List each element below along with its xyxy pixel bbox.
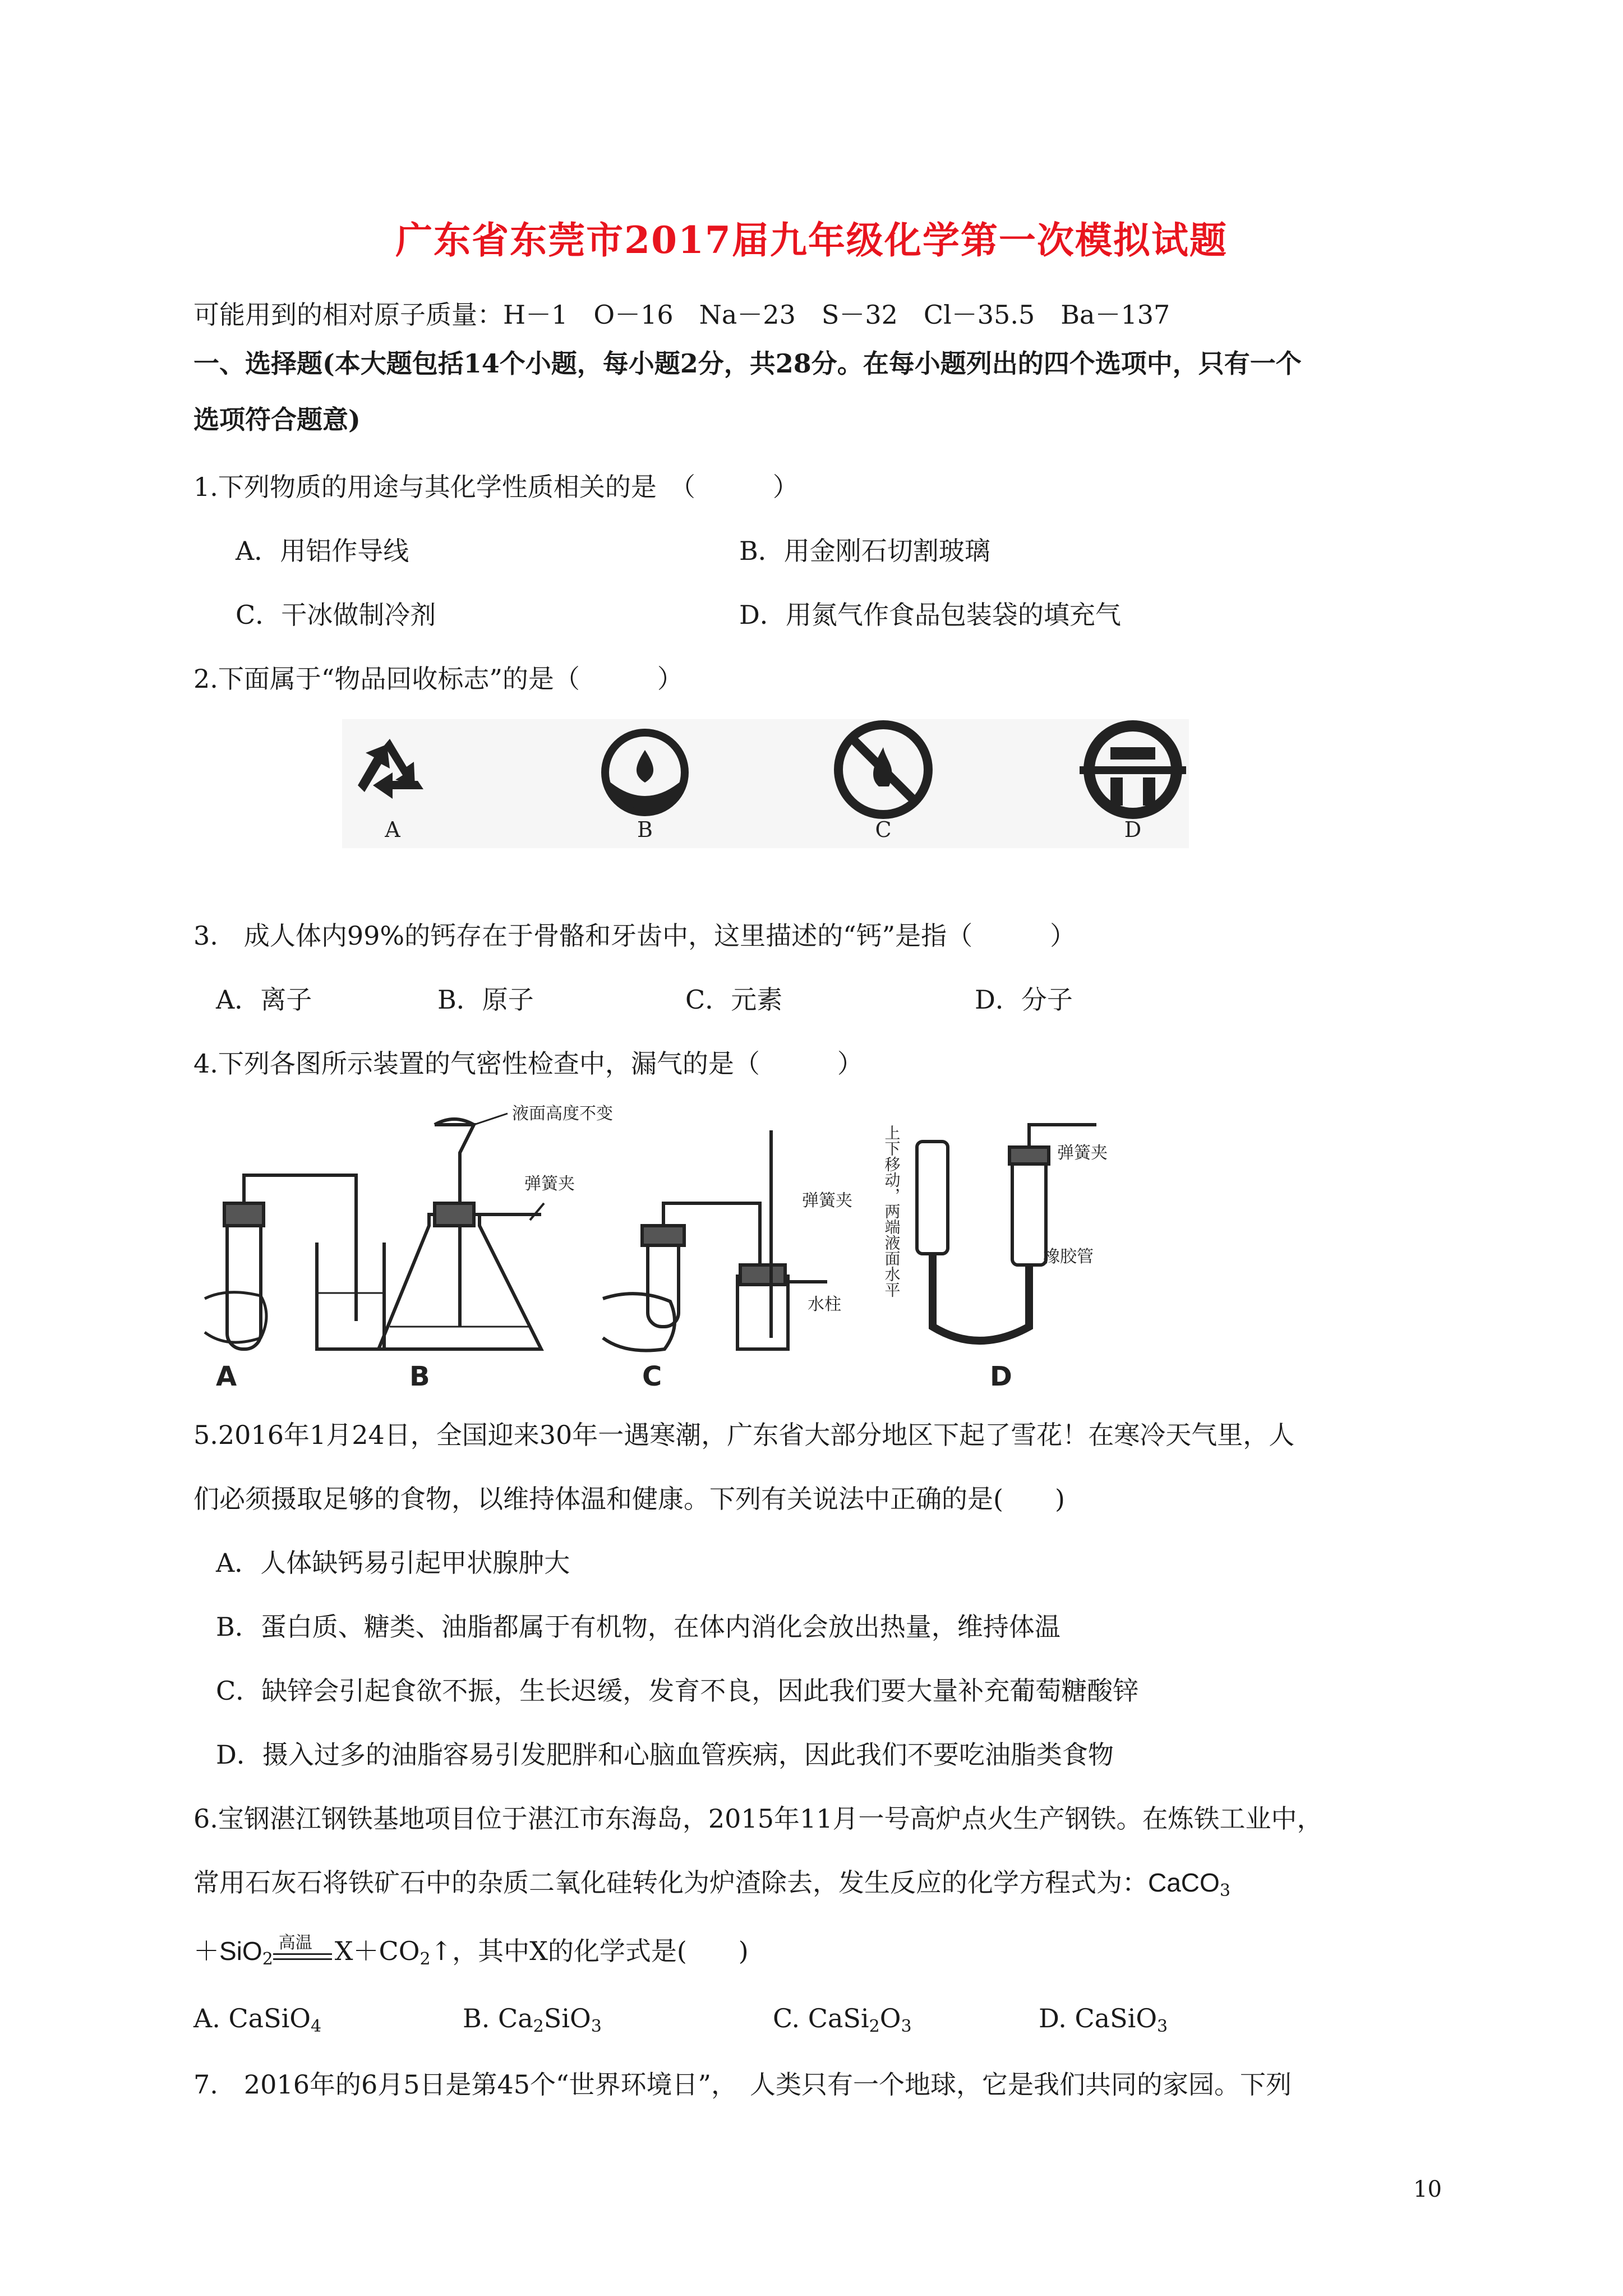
q7-stem: 7. 2016年的6月5日是第45个“世界环境日”， 人类只有一个地球，它是我们共同的家园。下列 [193, 2069, 1292, 2100]
q6-stem-line1: 6.宝钢湛江钢铁基地项目位于湛江市东海岛，2015年11月一号高炉点火生产钢铁。在炼铁工业中， [193, 1803, 1323, 1834]
atomic-masses: 可能用到的相对原子质量：H－1 O－16 Na－23 S－32 Cl－35.5 Ba－137 [193, 300, 1170, 330]
q4-figure [193, 1102, 1315, 1397]
q2-label-b: B [637, 817, 653, 842]
q4-note-d-clip: 弹簧夹 [1057, 1143, 1108, 1163]
q3-option-d: D．分子 [975, 984, 1073, 1015]
q6-option-c-text2: O [879, 2003, 901, 2033]
q2-label-c: C [875, 817, 892, 842]
q6-stem-line2-text: 常用石灰石将铁矿石中的杂质二氧化硅转化为炉渣除去，发生反应的化学方程式为： [193, 1867, 1148, 1898]
apparatus-a [205, 1175, 384, 1349]
q6-formula-caco-sub: 3 [1219, 1881, 1230, 1901]
q6-option-c [773, 2001, 912, 2044]
q3-option-c: C．元素 [685, 984, 783, 1015]
q2-label-d: D [1124, 817, 1142, 842]
section1-heading-line2: 选项符合题意) [193, 404, 361, 435]
q6-formula-caco: CaCO [1148, 1868, 1220, 1897]
q6-option-b-sub1: 2 [533, 2017, 544, 2036]
q5-stem-line1: 5.2016年1月24日，全国迎来30年一遇寒潮，广东省大部分地区下起了雪花！在寒冷天气里，人 [193, 1420, 1295, 1450]
q6-option-d [1039, 2001, 1168, 2044]
q6-equation [193, 1934, 749, 1976]
q6-option-a [193, 2001, 321, 2044]
q1-stem: 1.下列物质的用途与其化学性质相关的是 （ ） [193, 472, 799, 502]
page-title: 广东省东莞市2017届九年级化学第一次模拟试题 [395, 218, 1228, 262]
q6-option-c-sub2: 3 [901, 2017, 912, 2036]
q3-option-a: A．离子 [216, 984, 312, 1015]
q4-label-a: A [216, 1361, 237, 1392]
water-drop-icon [601, 729, 689, 816]
apparatus-c [603, 1130, 827, 1351]
q5-option-b: B．蛋白质、糖类、油脂都属于有机物，在体内消化会放出热量，维持体温 [216, 1612, 1061, 1642]
q4-note-c-water: 水柱 [808, 1295, 841, 1314]
q5-stem-line2: 们必须摄取足够的食物，以维持体温和健康。下列有关说法中正确的是( ) [193, 1484, 1065, 1514]
q4-note-c-clip: 弹簧夹 [802, 1191, 852, 1211]
q6-option-d-text: D. CaSiO [1039, 2003, 1158, 2033]
q6-eq-sio: ＋SiO [193, 1936, 262, 1966]
q4-note-b-clip: 弹簧夹 [524, 1174, 575, 1194]
q1-option-a: A．用铝作导线 [236, 536, 409, 566]
section1-heading-line1: 一、选择题(本大题包括14个小题，每小题2分，共28分。在每小题列出的四个选项中，只有一个 [193, 348, 1302, 379]
q2-label-a: A [385, 817, 400, 842]
q6-eq-up-arrow: ↑ [430, 1936, 453, 1966]
q2-stem: 2.下面属于“物品回收标志”的是（ ） [193, 664, 683, 694]
apparatus-b [379, 1119, 541, 1349]
q6-option-c-text1: C. CaSi [773, 2003, 869, 2033]
q3-stem: 3. 成人体内99%的钙存在于骨骼和牙齿中，这里描述的“钙”是指（ ） [193, 921, 1076, 951]
q5-option-d: D．摄入过多的油脂容易引发肥胖和心脑血管疾病，因此我们不要吃油脂类食物 [216, 1740, 1114, 1770]
q2-figure [342, 719, 1189, 848]
q6-option-b-text2: SiO [543, 2003, 591, 2033]
q4-note-d-move: 上下移动，两端液面水平 [882, 1125, 901, 1297]
q6-option-c-sub1: 2 [869, 2017, 880, 2036]
page-number: 10 [1413, 2177, 1442, 2202]
q1-option-d: D．用氮气作食品包装袋的填充气 [739, 600, 1121, 630]
q6-option-d-sub: 3 [1157, 2017, 1168, 2036]
q5-option-c: C．缺锌会引起食欲不振，生长迟缓，发育不良，因此我们要大量补充葡萄糖酸锌 [216, 1676, 1139, 1706]
q6-option-b [463, 2001, 602, 2044]
q3-option-b: B．原子 [437, 984, 534, 1015]
q4-label-b: B [409, 1361, 430, 1392]
q6-stem-line2 [193, 1866, 1230, 1908]
q6-eq-arrow [273, 1933, 335, 1970]
q6-option-a-sub: 4 [311, 2017, 322, 2036]
q6-eq-tail: ，其中X的化学式是( ) [452, 1936, 749, 1966]
q6-option-b-text1: B. Ca [463, 2003, 533, 2033]
q6-eq-co-sub: 2 [419, 1949, 431, 1969]
q5-option-a: A．人体缺钙易引起甲状腺肿大 [216, 1548, 570, 1578]
q6-eq-sio-sub: 2 [262, 1949, 273, 1969]
q6-eq-xco: X＋CO [334, 1936, 420, 1966]
q6-option-a-text: A. CaSiO [193, 2003, 311, 2033]
q4-stem: 4.下列各图所示装置的气密性检查中，漏气的是（ ） [193, 1048, 863, 1079]
q4-label-c: C [642, 1361, 662, 1392]
q4-note-d-tube: 橡胶管 [1043, 1247, 1094, 1267]
q1-option-b: B．用金刚石切割玻璃 [739, 536, 990, 566]
q4-note-b-level: 液面高度不变 [512, 1104, 613, 1124]
q6-option-b-sub2: 3 [591, 2017, 602, 2036]
q6-eq-condition: 高温 [278, 1933, 312, 1953]
q1-option-c: C．干冰做制冷剂 [236, 600, 436, 630]
q4-label-d: D [990, 1361, 1012, 1392]
